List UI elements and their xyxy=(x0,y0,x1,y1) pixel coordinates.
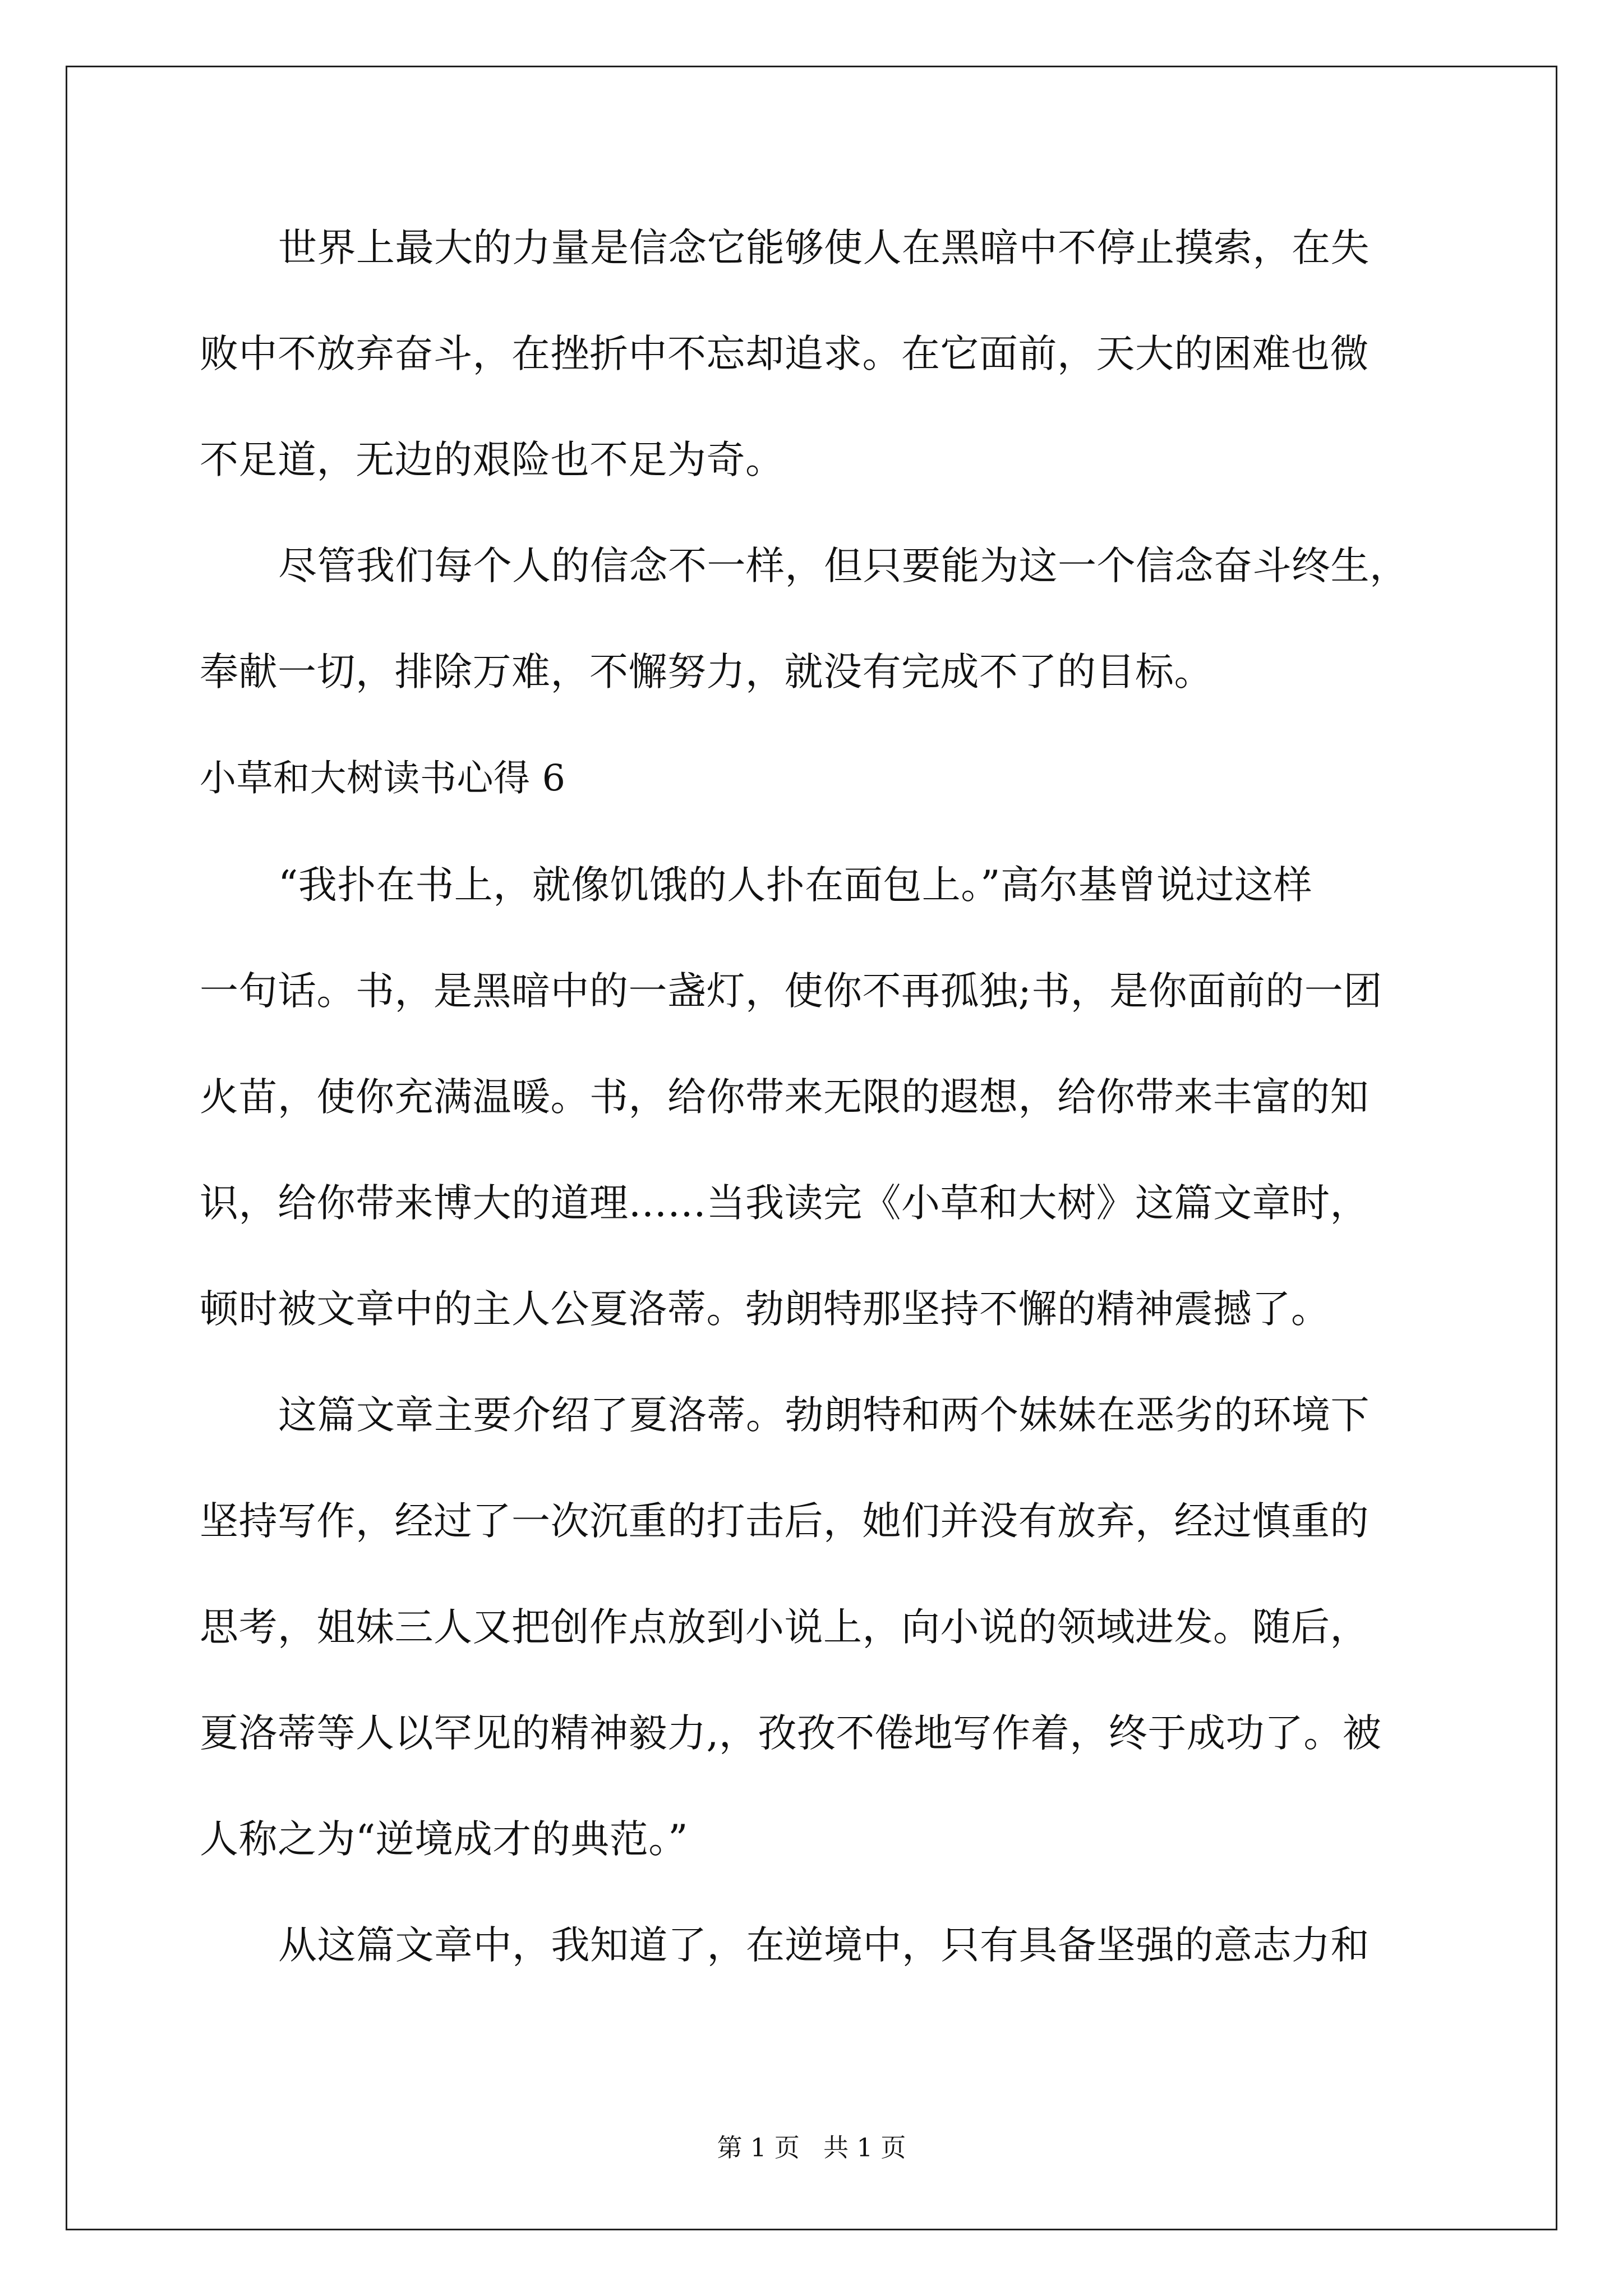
paragraph-1-line-3: 不足道，无边的艰险也不足为奇。 xyxy=(200,438,785,482)
paragraph-4-line-1: 这篇文章主要介绍了夏洛蒂。勃朗特和两个妹妹在恶劣的环境下 xyxy=(278,1393,1370,1438)
section-title: 小草和大树读书心得 6 xyxy=(200,757,566,799)
paragraph-4-line-5: 人称之为“逆境成才的典范。” xyxy=(200,1817,689,1862)
paragraph-3-line-5: 顿时被文章中的主人公夏洛蒂。勃朗特那坚持不懈的精神震撼了。 xyxy=(200,1287,1330,1332)
paragraph-5-line-1: 从这篇文章中，我知道了，在逆境中，只有具备坚强的意志力和 xyxy=(278,1923,1370,1968)
paragraph-3-line-2: 一句话。书，是黑暗中的一盏灯，使你不再孤独;书，是你面前的一团 xyxy=(200,969,1382,1014)
paragraph-2-line-1: 尽管我们每个人的信念不一样，但只要能为这一个信念奋斗终生， xyxy=(278,544,1409,588)
page-border xyxy=(66,66,1557,2230)
paragraph-2-line-2: 奉献一切，排除万难，不懈努力，就没有完成不了的目标。 xyxy=(200,650,1213,694)
paragraph-3-line-3: 火苗，使你充满温暖。书，给你带来无限的遐想，给你带来丰富的知 xyxy=(200,1075,1369,1120)
paragraph-3-line-1: “我扑在书上，就像饥饿的人扑在面包上。”高尔基曾说过这样 xyxy=(278,863,1313,908)
paragraph-4-line-2: 坚持写作，经过了一次沉重的打击后，她们并没有放弃，经过慎重的 xyxy=(200,1499,1369,1544)
paragraph-1-line-1: 世界上最大的力量是信念它能够使人在黑暗中不停止摸索，在失 xyxy=(278,226,1370,270)
paragraph-4-line-4: 夏洛蒂等人以罕见的精神毅力,，孜孜不倦地写作着，终于成功了。被 xyxy=(200,1711,1382,1756)
paragraph-3-line-4: 识，给你带来博大的道理……当我读完《小草和大树》这篇文章时， xyxy=(200,1181,1369,1226)
paragraph-4-line-3: 思考，姐妹三人又把创作点放到小说上，向小说的领域进发。随后， xyxy=(200,1605,1369,1650)
paragraph-1-line-2: 败中不放弃奋斗，在挫折中不忘却追求。在它面前，天大的困难也微 xyxy=(200,332,1369,376)
page-footer xyxy=(0,2127,1623,2164)
page-number: 第 1 页 xyxy=(717,2133,800,2162)
page-total: 共 1 页 xyxy=(823,2133,906,2162)
